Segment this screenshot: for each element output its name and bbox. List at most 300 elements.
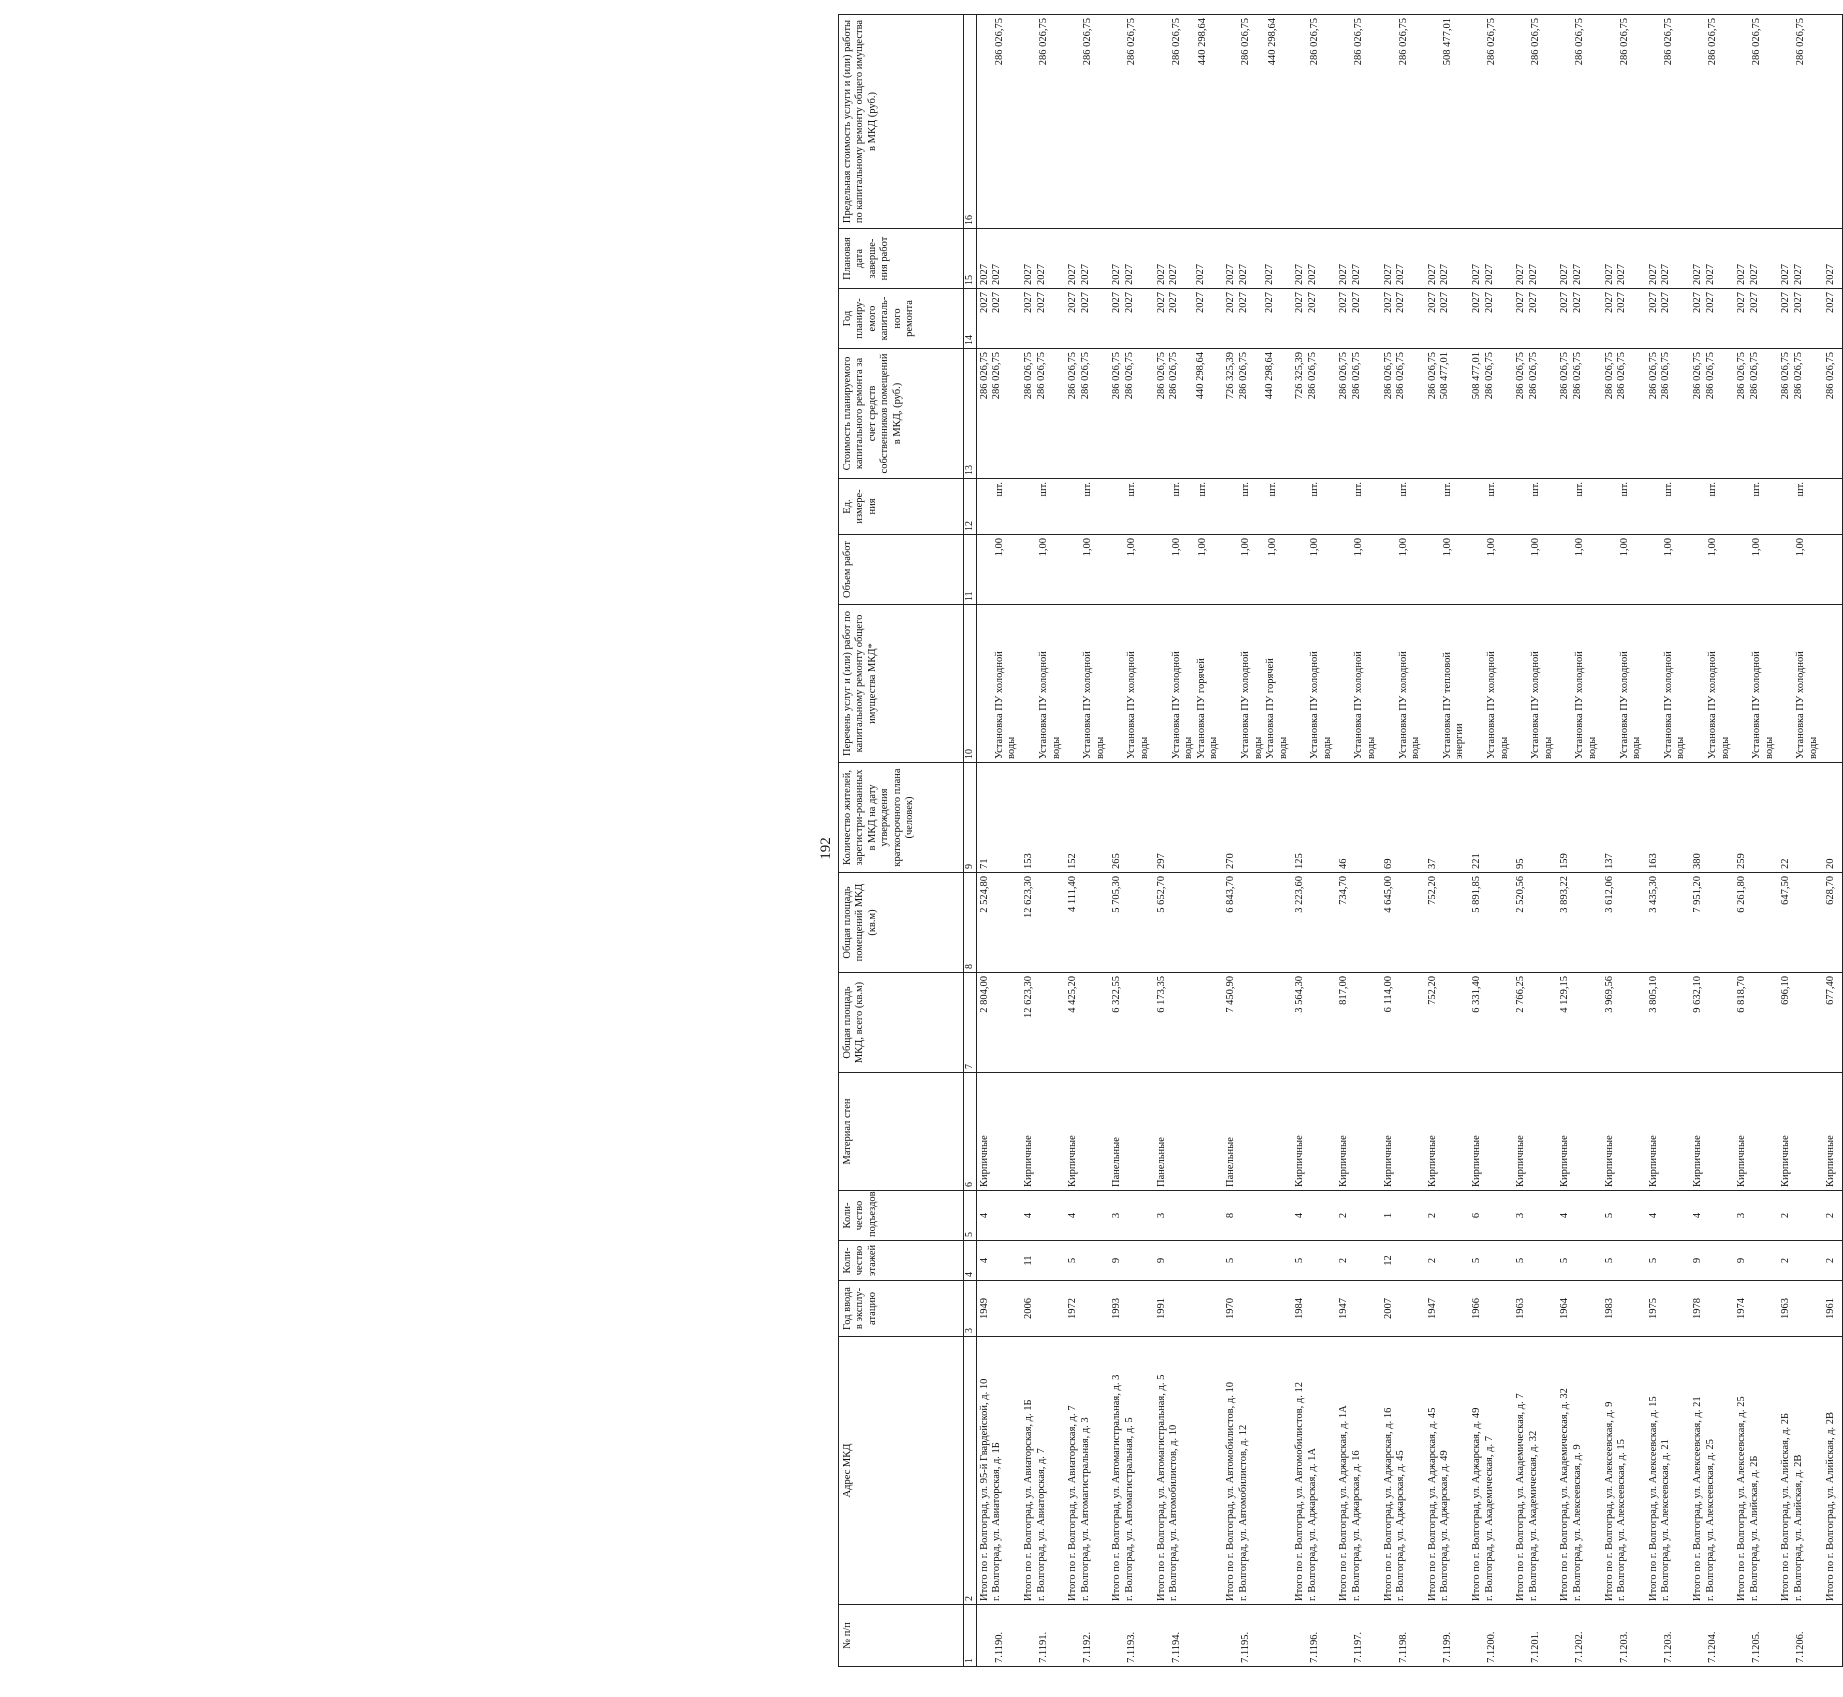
limit: 286 026,75 (1486, 18, 1498, 66)
area-total-cell (1223, 973, 1292, 1073)
work-cell (1778, 605, 1822, 763)
plan-year-line: 2027 (1079, 292, 1091, 313)
area-rooms-cell (1021, 873, 1065, 973)
entrances: 2 (1780, 1212, 1792, 1219)
address-line: г. Волгоград, ул. Алексеевская, д. 15 (1616, 1439, 1628, 1601)
table-row (1557, 15, 1601, 1667)
end-date-line: 2027 (978, 264, 990, 285)
cost-cell (1734, 349, 1778, 479)
unit-cell (1065, 479, 1109, 535)
year-cell (1336, 1281, 1380, 1337)
table-row (1823, 15, 1843, 1667)
material-cell (1646, 1073, 1690, 1191)
work-line: воды (1252, 736, 1264, 759)
row-number: 7.1199. (1441, 1631, 1453, 1663)
end-date-line: 2027 (1022, 264, 1034, 285)
end-date-line: 2027 (1736, 264, 1748, 285)
residents: 259 (1736, 853, 1748, 869)
work-line: Установка ПУ холодной (1309, 651, 1321, 759)
end-date-cell (1109, 229, 1153, 289)
address-line: г. Волгоград, ул. Авиаторская, д. 7 (1035, 1448, 1047, 1601)
volume-cell (1065, 535, 1109, 605)
plan-year-line: 2027 (1603, 292, 1615, 313)
work-line: Установка ПУ холодной (1530, 651, 1542, 759)
unit-cell (1292, 479, 1336, 535)
unit: шт. (1795, 482, 1807, 497)
work-line: Установка ПУ холодной (1239, 651, 1251, 759)
plan-year-line: 2027 (1780, 292, 1792, 313)
year-cell (1734, 1281, 1778, 1337)
limit-cell (1823, 15, 1843, 229)
column-header: Год ввода в эксплу-атацию (839, 1281, 964, 1337)
end-date-cell (1336, 229, 1380, 289)
volume: 1,00 (1662, 538, 1674, 557)
limit: 286 026,75 (1037, 18, 1049, 66)
limit-cell (1425, 15, 1469, 229)
end-date-line: 2027 (1439, 264, 1451, 285)
row-number-cell (1734, 1605, 1778, 1667)
plan-year-line: 2027 (1527, 292, 1539, 313)
year: 1975 (1647, 1298, 1659, 1319)
cost-cell (1469, 349, 1513, 479)
residents: 152 (1067, 853, 1079, 869)
table-row (1021, 15, 1065, 1667)
area-rooms: 5 891,85 (1471, 876, 1483, 913)
unit-cell (1646, 479, 1690, 535)
material: Кирпичные (1382, 1135, 1394, 1187)
limit: 286 026,75 (993, 18, 1005, 66)
floors: 5 (1515, 1257, 1527, 1264)
entrances: 8 (1224, 1212, 1236, 1219)
work-line: Установка ПУ холодной (1574, 651, 1586, 759)
end-date-cell (1065, 229, 1109, 289)
area-total: 12 623,30 (1022, 976, 1034, 1018)
column-number: 2 (964, 1337, 977, 1605)
row-number-cell (976, 1605, 1021, 1667)
cost-line: 286 026,75 (1035, 352, 1047, 400)
plan-year-line: 2027 (1792, 292, 1804, 313)
year: 1961 (1824, 1298, 1836, 1319)
work-cell (1154, 605, 1223, 763)
area-rooms-cell (1109, 873, 1153, 973)
floors: 2 (1824, 1257, 1836, 1264)
volume-cell (1823, 535, 1843, 605)
unit-cell (1557, 479, 1601, 535)
cost-line: 286 026,75 (1351, 352, 1363, 400)
cost-line: 286 026,75 (1382, 352, 1394, 400)
cost-cell (1292, 349, 1336, 479)
floors-cell (1734, 1241, 1778, 1281)
material: Кирпичные (1426, 1135, 1438, 1187)
address-cell (1154, 1337, 1223, 1605)
unit: шт. (1309, 482, 1321, 497)
total-line: Итого по г. Волгоград, ул. Аджарская, д. 49 (1471, 1407, 1483, 1601)
area-total-cell (1602, 973, 1646, 1073)
area-total-cell (1690, 973, 1734, 1073)
work-cell (1065, 605, 1109, 763)
cost-line: 286 026,75 (1079, 352, 1091, 400)
plan-year-cell (1109, 289, 1153, 349)
end-date-line: 2027 (1111, 264, 1123, 285)
entrances: 1 (1382, 1212, 1394, 1219)
entrances: 4 (1067, 1212, 1079, 1219)
end-date-line (1181, 232, 1195, 285)
row-number: 7.1191. (1037, 1631, 1049, 1663)
work-line: воды (1094, 736, 1106, 759)
cost-line: 286 026,75 (1155, 352, 1167, 400)
plan-year-cell (1469, 289, 1513, 349)
end-date-line: 2027 (1395, 264, 1407, 285)
unit-cell (1109, 479, 1153, 535)
entrances-cell (1778, 1191, 1822, 1241)
limit-cell (1381, 15, 1425, 229)
work-line: воды (1807, 736, 1819, 759)
address-cell (1336, 1337, 1380, 1605)
area-rooms-cell (1065, 873, 1109, 973)
column-header: Коли-чество подъездов (839, 1191, 964, 1241)
material-cell (1109, 1073, 1153, 1191)
entrances: 4 (1559, 1212, 1571, 1219)
table-row (1223, 15, 1292, 1667)
cost-line: 286 026,75 (1515, 352, 1527, 400)
work-line: воды (1587, 736, 1599, 759)
material-cell (1292, 1073, 1336, 1191)
column-number: 6 (964, 1073, 977, 1191)
total-line: Итого по г. Волгоград, ул. Автомобилистов, д. 10 (1224, 1382, 1236, 1601)
row-number: 7.1204. (1706, 1631, 1718, 1663)
address-cell (1065, 1337, 1109, 1605)
work-line: воды (1208, 736, 1220, 759)
column-number: 10 (964, 605, 977, 763)
limit: 286 026,75 (1574, 18, 1586, 66)
end-date-line: 2027 (1603, 264, 1615, 285)
cost-cell (1223, 349, 1292, 479)
address-cell (1223, 1337, 1292, 1605)
year: 2006 (1022, 1298, 1034, 1319)
year: 1963 (1780, 1298, 1792, 1319)
unit: шт. (1037, 482, 1049, 497)
unit: шт. (1486, 482, 1498, 497)
column-number: 14 (964, 289, 977, 349)
volume: 1,00 (1309, 538, 1321, 557)
work-line: воды (1763, 736, 1775, 759)
entrances: 3 (1515, 1212, 1527, 1219)
entrances-cell (1557, 1191, 1601, 1241)
row-number-cell (1823, 1605, 1843, 1667)
end-date-line: 2027 (1168, 264, 1180, 285)
cost-line: 286 026,75 (991, 352, 1003, 400)
floors: 9 (1736, 1257, 1748, 1264)
end-date-line: 2027 (1780, 264, 1792, 285)
limit-cell (1223, 15, 1292, 229)
entrances-cell (1469, 1191, 1513, 1241)
entrances: 6 (1471, 1212, 1483, 1219)
residents-cell (1021, 763, 1065, 873)
cost-cell (1154, 349, 1223, 479)
end-date-cell (1513, 229, 1557, 289)
residents: 380 (1691, 853, 1703, 869)
work-line: Установка ПУ холодной (1170, 651, 1182, 759)
year: 1993 (1111, 1298, 1123, 1319)
entrances-cell (1223, 1191, 1292, 1241)
cost-cell (1425, 349, 1469, 479)
end-date-line: 2027 (1351, 264, 1363, 285)
cost-line: 286 026,75 (1067, 352, 1079, 400)
limit-cell (1336, 15, 1380, 229)
floors-cell (1778, 1241, 1822, 1281)
column-header: Ед. измере-ния (839, 479, 964, 535)
address-cell (1109, 1337, 1153, 1605)
floors-cell (1469, 1241, 1513, 1281)
floors: 2 (1780, 1257, 1792, 1264)
area-rooms: 3 435,30 (1647, 876, 1659, 913)
work-line: воды (1050, 736, 1062, 759)
work-cell (1223, 605, 1292, 763)
work-line: Установка ПУ холодной (1397, 651, 1409, 759)
floors-cell (976, 1241, 1021, 1281)
residents: 95 (1515, 858, 1527, 869)
plan-year-line: 2027 (1616, 292, 1628, 313)
cost-cell (1557, 349, 1601, 479)
cost-cell (1602, 349, 1646, 479)
end-date-line: 2027 (1660, 264, 1672, 285)
residents-cell (1646, 763, 1690, 873)
work-cell (1336, 605, 1380, 763)
cost-line (1250, 352, 1264, 475)
material-cell (1381, 1073, 1425, 1191)
residents: 137 (1603, 853, 1615, 869)
cost-cell (1336, 349, 1380, 479)
floors-cell (1154, 1241, 1223, 1281)
volume: 1,00 (1126, 538, 1138, 557)
plan-year-line: 2027 (1439, 292, 1451, 313)
cost-line: 286 026,75 (1123, 352, 1135, 400)
address-line: г. Волгоград, ул. Автомагистральная, д. 3 (1079, 1417, 1091, 1601)
limit: 286 026,75 (1239, 18, 1251, 66)
plan-year-line: 2027 (1168, 292, 1180, 313)
column-header: Объем работ (839, 535, 964, 605)
total-line: Итого по г. Волгоград, ул. Алексеевская, д. 9 (1603, 1401, 1615, 1601)
cost-line: 286 026,75 (1527, 352, 1539, 400)
area-total: 2 766,25 (1515, 976, 1527, 1013)
cost-line: 726 325,39 (1294, 352, 1306, 400)
area-total: 696,10 (1780, 976, 1792, 1005)
end-date-line: 2027 (1382, 264, 1394, 285)
limit: 286 026,75 (1397, 18, 1409, 66)
cost-cell (1823, 349, 1843, 479)
plan-year-line: 2027 (1035, 292, 1047, 313)
end-date-line: 2027 (1067, 264, 1079, 285)
cost-line: 508 477,01 (1439, 352, 1451, 400)
area-total-cell (1469, 973, 1513, 1073)
area-total: 752,20 (1426, 976, 1438, 1005)
entrances-cell (1734, 1191, 1778, 1241)
material: Кирпичные (1559, 1135, 1571, 1187)
unit: шт. (1266, 482, 1278, 497)
column-number: 3 (964, 1281, 977, 1337)
area-rooms-cell (1292, 873, 1336, 973)
material: Кирпичные (1691, 1135, 1703, 1187)
floors-cell (1690, 1241, 1734, 1281)
year: 1983 (1603, 1298, 1615, 1319)
residents: 69 (1382, 858, 1394, 869)
area-total-cell (1425, 973, 1469, 1073)
area-rooms-cell (1381, 873, 1425, 973)
cost-line: 286 026,75 (1426, 352, 1438, 400)
plan-year-line: 2027 (1736, 292, 1748, 313)
area-total-cell (976, 973, 1021, 1073)
table-row (1154, 15, 1223, 1667)
plan-year-cell (1223, 289, 1292, 349)
cost-line: 286 026,75 (1559, 352, 1571, 400)
work-line: Установка ПУ холодной (1618, 651, 1630, 759)
work-line: Установка ПУ горячей (1195, 658, 1207, 759)
cost-line: 286 026,75 (1691, 352, 1703, 400)
volume: 1,00 (1266, 538, 1278, 557)
end-date-cell (1778, 229, 1822, 289)
table-row (1425, 15, 1469, 1667)
plan-year-cell (1336, 289, 1380, 349)
end-date-cell (1602, 229, 1646, 289)
unit-cell (1425, 479, 1469, 535)
volume: 1,00 (1197, 538, 1209, 557)
entrances-cell (976, 1191, 1021, 1241)
end-date-line: 2027 (1426, 264, 1438, 285)
work-cell (1690, 605, 1734, 763)
floors: 5 (1294, 1257, 1306, 1264)
material: Кирпичные (1824, 1135, 1836, 1187)
volume-cell (1021, 535, 1065, 605)
unit-cell (1513, 479, 1557, 535)
work-cell (1021, 605, 1065, 763)
area-total: 7 450,90 (1224, 976, 1236, 1013)
volume: 1,00 (1170, 538, 1182, 557)
material-cell (1336, 1073, 1380, 1191)
material: Кирпичные (1067, 1135, 1079, 1187)
residents-cell (1734, 763, 1778, 873)
plan-year-line: 2027 (1022, 292, 1034, 313)
material-cell (1065, 1073, 1109, 1191)
unit: шт. (993, 482, 1005, 497)
entrances-cell (1109, 1191, 1153, 1241)
limit-cell (1734, 15, 1778, 229)
area-rooms-cell (1823, 873, 1843, 973)
entrances-cell (1292, 1191, 1336, 1241)
volume: 1,00 (1530, 538, 1542, 557)
plan-year-line: 2027 (1237, 292, 1249, 313)
area-rooms-cell (1513, 873, 1557, 973)
table-row (1602, 15, 1646, 1667)
plan-year-line: 2027 (1351, 292, 1363, 313)
material-cell (1021, 1073, 1065, 1191)
end-date-cell (1425, 229, 1469, 289)
area-total-cell (1336, 973, 1380, 1073)
row-number: 7.1197. (1353, 1631, 1365, 1663)
limit-cell (976, 15, 1021, 229)
entrances: 4 (978, 1212, 990, 1219)
area-total: 6 322,55 (1111, 976, 1123, 1013)
material: Кирпичные (1603, 1135, 1615, 1187)
row-number: 7.1194. (1170, 1631, 1182, 1663)
floors-cell (1292, 1241, 1336, 1281)
year-cell (1292, 1281, 1336, 1337)
end-date-line: 2027 (1572, 264, 1584, 285)
plan-year-line: 2027 (1748, 292, 1760, 313)
unit: шт. (1397, 482, 1409, 497)
work-line: воды (1366, 736, 1378, 759)
year: 1984 (1294, 1298, 1306, 1319)
limit: 440 298,64 (1266, 18, 1278, 66)
material-cell (1469, 1073, 1513, 1191)
column-number: 4 (964, 1241, 977, 1281)
floors: 9 (1111, 1257, 1123, 1264)
limit: 286 026,75 (1126, 18, 1138, 66)
address-line: г. Волгоград, ул. Алексеевская, д. 25 (1704, 1439, 1716, 1601)
plan-year-cell (1154, 289, 1223, 349)
column-header: Общая площадь помещений МКД (кв.м) (839, 873, 964, 973)
volume-cell (1557, 535, 1601, 605)
residents: 159 (1559, 853, 1571, 869)
material: Кирпичные (1780, 1135, 1792, 1187)
end-date-line: 2027 (1559, 264, 1571, 285)
work-line: Установка ПУ холодной (1126, 651, 1138, 759)
area-total: 677,40 (1824, 976, 1836, 1005)
row-number-cell (1557, 1605, 1601, 1667)
floors: 5 (1224, 1257, 1236, 1264)
entrances: 4 (1294, 1212, 1306, 1219)
address-line: г. Волгоград, ул. Алийская, д. 2Б (1748, 1455, 1760, 1601)
year: 1972 (1067, 1298, 1079, 1319)
table-row (1336, 15, 1380, 1667)
area-rooms: 4 111,40 (1067, 876, 1079, 912)
plan-year-cell (1292, 289, 1336, 349)
column-number: 5 (964, 1191, 977, 1241)
address-cell (1602, 1337, 1646, 1605)
area-rooms: 7 951,20 (1691, 876, 1703, 913)
material-cell (1734, 1073, 1778, 1191)
end-date-line: 2027 (1035, 264, 1047, 285)
end-date-line: 2027 (1647, 264, 1659, 285)
entrances-cell (1823, 1191, 1843, 1241)
end-date-line: 2027 (1237, 264, 1249, 285)
work-cell (1513, 605, 1557, 763)
cost-line: 286 026,75 (1603, 352, 1615, 400)
unit-cell (976, 479, 1021, 535)
unit: шт. (1751, 482, 1763, 497)
row-number-cell (1021, 1605, 1065, 1667)
plan-year-cell (1557, 289, 1601, 349)
unit-cell (1778, 479, 1822, 535)
total-line: Итого по г. Волгоград, ул. Авиаторская, д. 1Б (1022, 1399, 1034, 1601)
unit: шт. (1197, 482, 1209, 497)
floors-cell (1109, 1241, 1153, 1281)
end-date-cell (1469, 229, 1513, 289)
limit: 286 026,75 (1795, 18, 1807, 66)
address-cell (1557, 1337, 1601, 1605)
year-cell (1602, 1281, 1646, 1337)
row-number: 7.1193. (1126, 1631, 1138, 1663)
cost-line: 286 026,75 (1616, 352, 1628, 400)
material: Кирпичные (1736, 1135, 1748, 1187)
unit: шт. (1082, 482, 1094, 497)
area-rooms: 6 843,70 (1224, 876, 1236, 913)
floors: 9 (1155, 1257, 1167, 1264)
limit: 286 026,75 (1082, 18, 1094, 66)
cost-line: 286 026,75 (1022, 352, 1034, 400)
residents-cell (1469, 763, 1513, 873)
residents-cell (1778, 763, 1822, 873)
end-date-line: 2027 (1155, 264, 1167, 285)
